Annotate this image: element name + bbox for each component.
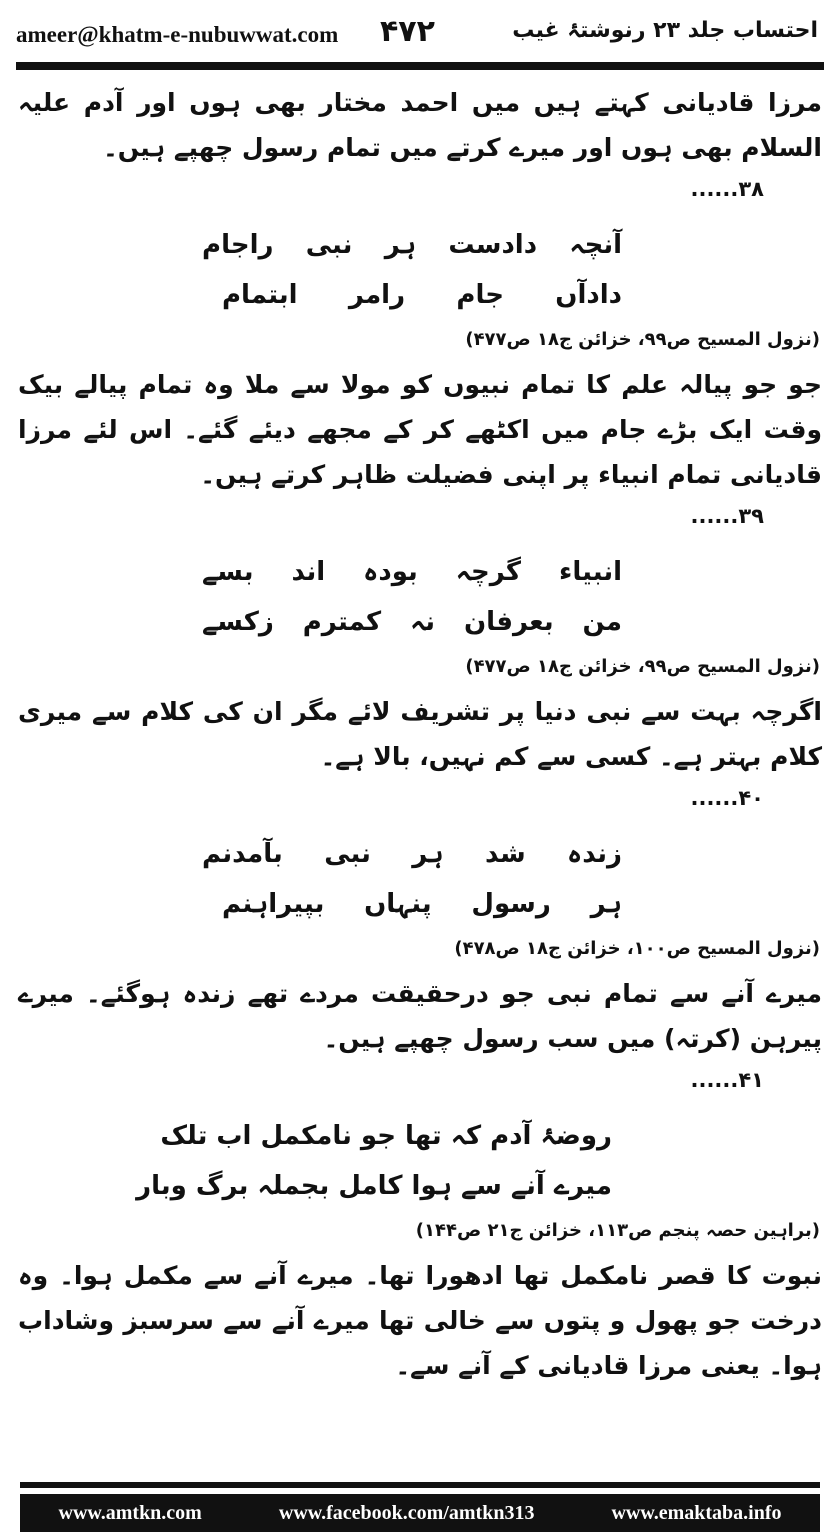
verse-word: من	[582, 607, 622, 637]
section-number: ۴۰......	[690, 786, 764, 810]
verse-word: اند	[291, 557, 326, 587]
verse-word: ہر	[384, 230, 417, 260]
verse-word: دادآں	[555, 280, 622, 310]
verse-word: جام	[456, 280, 504, 310]
verse-word: آنچہ	[569, 230, 622, 260]
header-rule	[16, 62, 824, 70]
section-number: ۴۱......	[690, 1068, 764, 1092]
verse-word: بعرفان	[463, 607, 554, 637]
footer-link-website[interactable]: www.amtkn.com	[58, 1501, 202, 1524]
reference-citation: (نزول المسیح ص۱۰۰، خزائن ج۱۸ ص۴۷۸)	[454, 938, 820, 959]
reference-citation: (نزول المسیح ص۹۹، خزائن ج۱۸ ص۴۷۷)	[465, 329, 820, 350]
verse-word: پنہاں	[364, 889, 432, 919]
page-number: ۴۷۲	[380, 14, 435, 49]
verse-line	[222, 879, 622, 929]
verse-word: بودہ	[363, 557, 418, 587]
footer-rule	[20, 1482, 820, 1488]
verse-word: گرچہ	[455, 557, 522, 587]
verse-word: ابتمام	[222, 280, 298, 310]
verse-word: راجام	[202, 230, 274, 260]
intro-paragraph: مرزا قادیانی کہتے ہیں میں احمد مختار بھی ہوں اور آدم علیہ السلام بھی ہوں اور میرے کرتے میں تمام رسول چھپے ہیں۔	[18, 88, 822, 162]
explanation-paragraph: نبوت کا قصر نامکمل تھا ادھورا تھا۔ میرے آنے سے مکمل ہوا۔ وہ درخت جو پھول و پتوں سے خالی تھا میرے آنے سے سرسبز وشاداب ہوا۔ یعنی مرزا قادیانی کے آنے سے۔	[18, 1261, 822, 1380]
section-number: ۳۹......	[690, 504, 764, 528]
verse-word: ہر	[590, 889, 622, 919]
verse-line	[202, 220, 622, 270]
verse-word: رسول	[471, 889, 551, 919]
footer-link-facebook[interactable]: www.facebook.com/amtkn313	[278, 1501, 535, 1524]
verse-word: ہر	[412, 839, 444, 869]
page-header	[0, 0, 840, 70]
verse-line	[202, 597, 622, 647]
explanation-paragraph: جو جو پیالہ علم کا تمام نبیوں کو مولا سے ملا وہ تمام پیالے بیک وقت ایک بڑے جام میں اکٹھے کر کے مجھے دیئے گئے۔ اس لئے مرزا قادیانی تمام انبیاء پر اپنی فضیلت ظاہر کرتے ہیں۔	[18, 370, 822, 489]
persian-verse	[18, 547, 822, 647]
persian-verse	[18, 829, 822, 929]
verse-line	[92, 1111, 612, 1161]
verse-text: میرے آنے سے ہوا کامل بجملہ برگ وبار	[136, 1171, 612, 1201]
verse-line	[202, 547, 622, 597]
reference-citation: (براہین حصہ پنجم ص۱۱۳، خزائن ج۲۱ ص۱۴۴)	[415, 1220, 820, 1241]
footer-link-emaktaba[interactable]: www.emaktaba.info	[611, 1501, 782, 1524]
verse-word: دادست	[448, 230, 538, 260]
verse-word: نبی	[324, 839, 371, 869]
header-email: ameer@khatm-e-nubuwwat.com	[16, 22, 339, 47]
page-body	[18, 80, 822, 1388]
footer-links-bar	[20, 1494, 820, 1532]
book-title: احتساب جلد ۲۳ رنوشتۂ غیب	[512, 18, 818, 43]
verse-line	[222, 270, 622, 320]
verse-line	[92, 1161, 612, 1211]
verse-word: کمترم	[302, 607, 382, 637]
section-number: ۳۸......	[690, 177, 764, 201]
verse-line	[202, 829, 622, 879]
verse-word: شد	[485, 839, 526, 869]
reference-citation: (نزول المسیح ص۹۹، خزائن ج۱۸ ص۴۷۷)	[465, 656, 820, 677]
verse-word: انبیاء	[559, 557, 622, 587]
verse-word: زندہ	[567, 839, 622, 869]
verse-word: بسے	[202, 557, 254, 587]
verse-word: بپیراہنم	[222, 889, 325, 919]
explanation-paragraph: اگرچہ بہت سے نبی دنیا پر تشریف لائے مگر ان کی کلام سے میری کلام بہتر ہے۔ کسی سے کم نہیں، بالا ہے۔	[18, 697, 822, 771]
verse-word: بآمدنم	[202, 839, 283, 869]
persian-verse	[18, 220, 822, 320]
verse-word: نہ	[410, 607, 436, 637]
verse-word: رامر	[348, 280, 406, 310]
explanation-paragraph: میرے آنے سے تمام نبی جو درحقیقت مردے تھے زندہ ہوگئے۔ میرے پیرہن (کرتہ) میں سب رسول چھپے ہیں۔	[18, 979, 822, 1053]
verse-text: روضۂ آدم کہ تھا جو نامکمل اب تلک	[160, 1121, 612, 1151]
verse-word: زکسے	[202, 607, 274, 637]
verse-word: نبی	[305, 230, 353, 260]
urdu-verse	[18, 1111, 822, 1211]
page-footer	[0, 1482, 840, 1540]
